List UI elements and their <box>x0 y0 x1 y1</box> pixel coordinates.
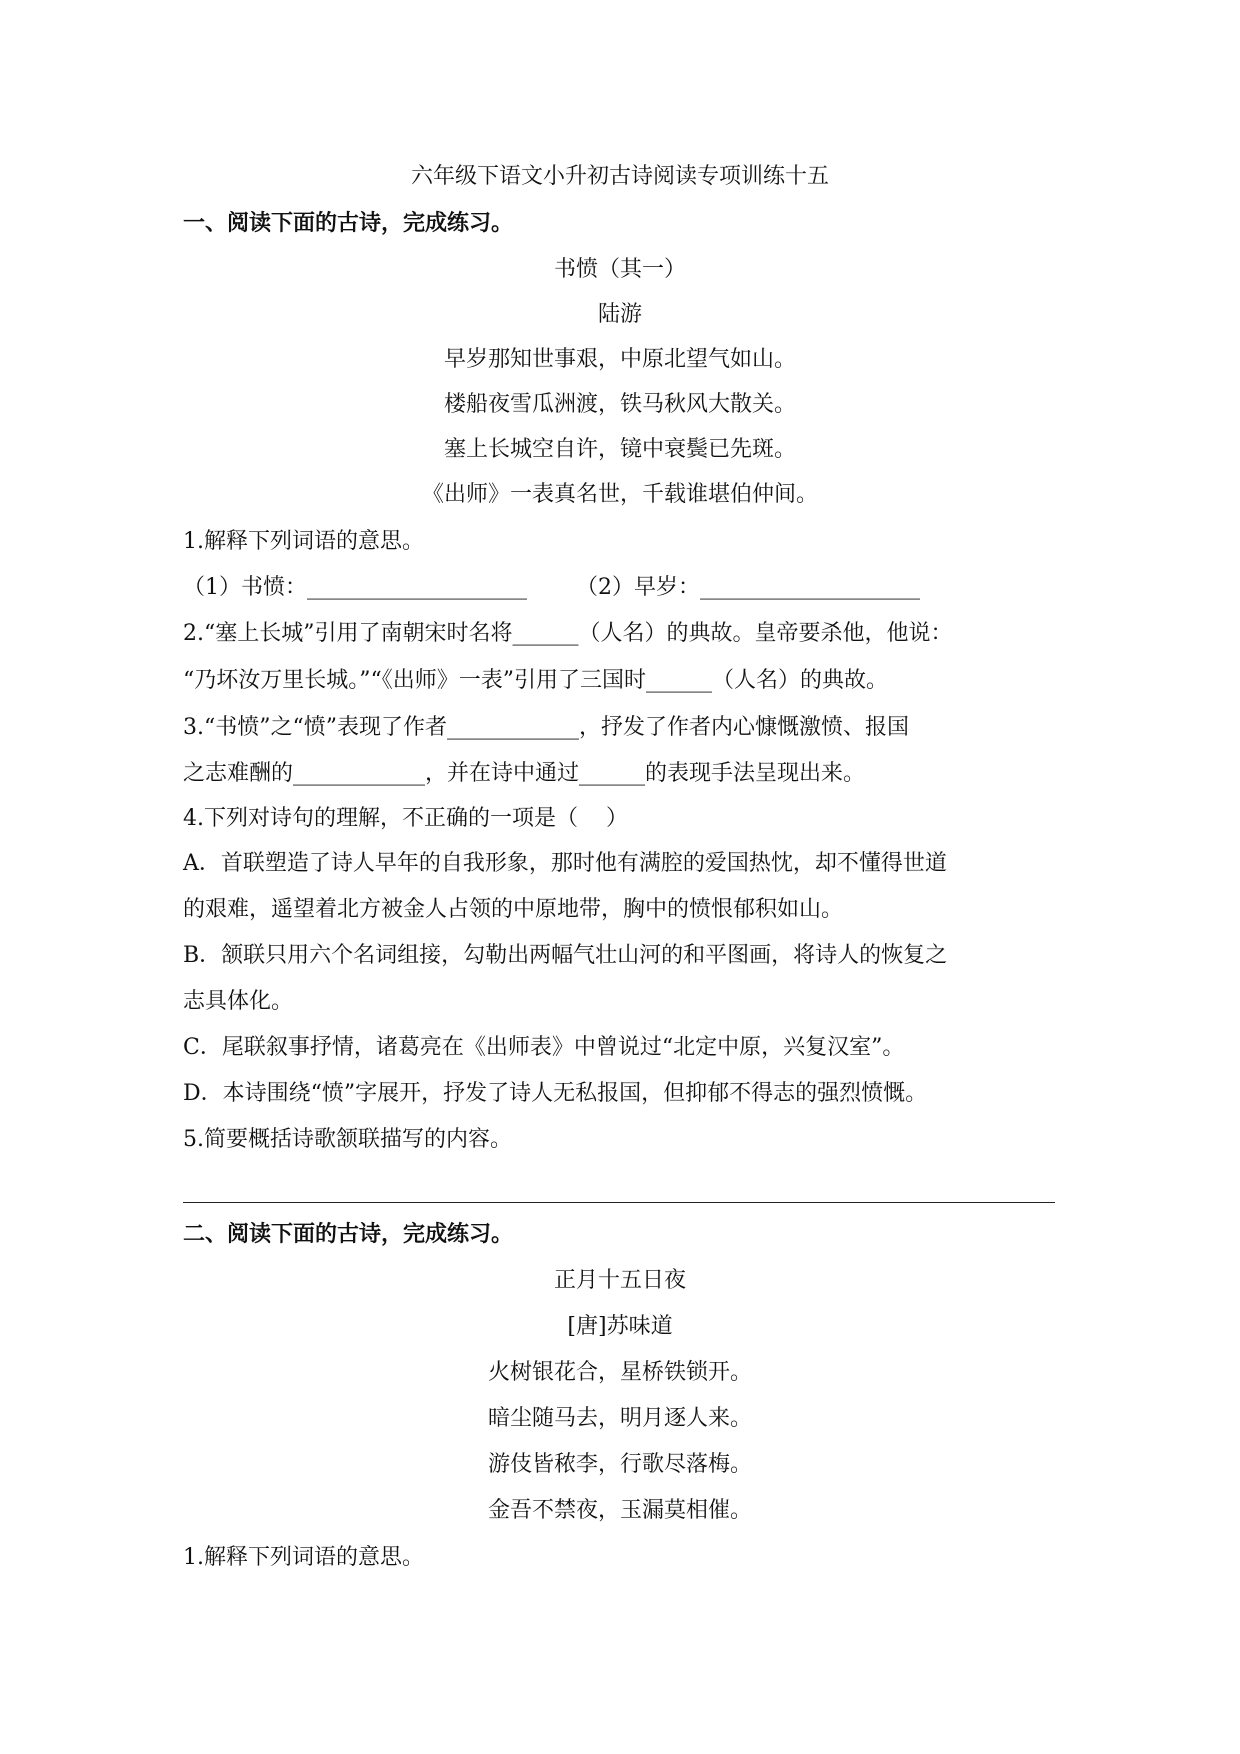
section-2-heading: 二、阅读下面的古诗，完成练习。 <box>183 1222 514 1247</box>
question-1: 1.解释下列词语的意思。 <box>183 529 424 554</box>
question-2-line-1: 2.“塞上长城”引用了南朝宋时名将______（人名）的典故。皇帝要杀他，他说： <box>183 621 953 646</box>
option-d: D．本诗围绕“愤”字展开，抒发了诗人无私报国，但抑郁不得志的强烈愤慨。 <box>183 1081 928 1106</box>
poem-1-line: 早岁那知世事艰，中原北望气如山。 <box>443 347 796 372</box>
answer-line <box>183 1202 1055 1203</box>
question-3-line-2: 之志难酬的____________，并在诗中通过______的表现手法呈现出来。 <box>183 761 866 786</box>
poem-1-author: 陆游 <box>597 302 642 327</box>
poem-2-line: 金吾不禁夜，玉漏莫相催。 <box>487 1498 752 1523</box>
question-5: 5.简要概括诗歌颔联描写的内容。 <box>183 1127 512 1152</box>
poem-2-line: 游伎皆秾李，行歌尽落梅。 <box>487 1452 752 1477</box>
question-1-items: （1）书愤：____________________ （2）早岁：____________________ <box>183 575 920 600</box>
poem-1-line: 塞上长城空自许，镜中衰鬓已先斑。 <box>443 437 796 462</box>
section-2-question-1: 1.解释下列词语的意思。 <box>183 1545 424 1570</box>
question-3-line-1: 3.“书愤”之“愤”表现了作者____________，抒发了作者内心慷慨激愤、报国 <box>183 715 909 740</box>
question-4: 4.下列对诗句的理解，不正确的一项是（ ） <box>183 806 628 831</box>
question-2-line-2: “乃坏汝万里长城。”“《出师》一表”引用了三国时______（人名）的典故。 <box>183 668 888 693</box>
poem-2-line: 暗尘随马去，明月逐人来。 <box>487 1406 752 1431</box>
option-b-line-1: B．颔联只用六个名词组接，勾勒出两幅气壮山河的和平图画，将诗人的恢复之 <box>183 943 948 968</box>
poem-2-line: 火树银花合，星桥铁锁开。 <box>487 1360 752 1385</box>
option-c: C．尾联叙事抒情，诸葛亮在《出师表》中曾说过“北定中原，兴复汉室”。 <box>183 1035 905 1060</box>
section-1-heading: 一、阅读下面的古诗，完成练习。 <box>183 211 514 236</box>
option-b-line-2: 志具体化。 <box>183 989 294 1014</box>
poem-2-author: [唐]苏味道 <box>567 1314 673 1339</box>
poem-2-title: 正月十五日夜 <box>553 1268 686 1293</box>
poem-1-line: 楼船夜雪瓜洲渡，铁马秋风大散关。 <box>443 392 796 417</box>
poem-1-title: 书愤（其一） <box>553 257 686 282</box>
option-a-line-2: 的艰难，遥望着北方被金人占领的中原地带，胸中的愤恨郁积如山。 <box>183 897 844 922</box>
option-a-line-1: A．首联塑造了诗人早年的自我形象，那时他有满腔的爱国热忱，却不懂得世道 <box>183 851 947 876</box>
poem-1-line: 《出师》一表真名世，千载谁堪伯仲间。 <box>421 482 818 507</box>
document-title: 六年级下语文小升初古诗阅读专项训练十五 <box>410 164 829 189</box>
